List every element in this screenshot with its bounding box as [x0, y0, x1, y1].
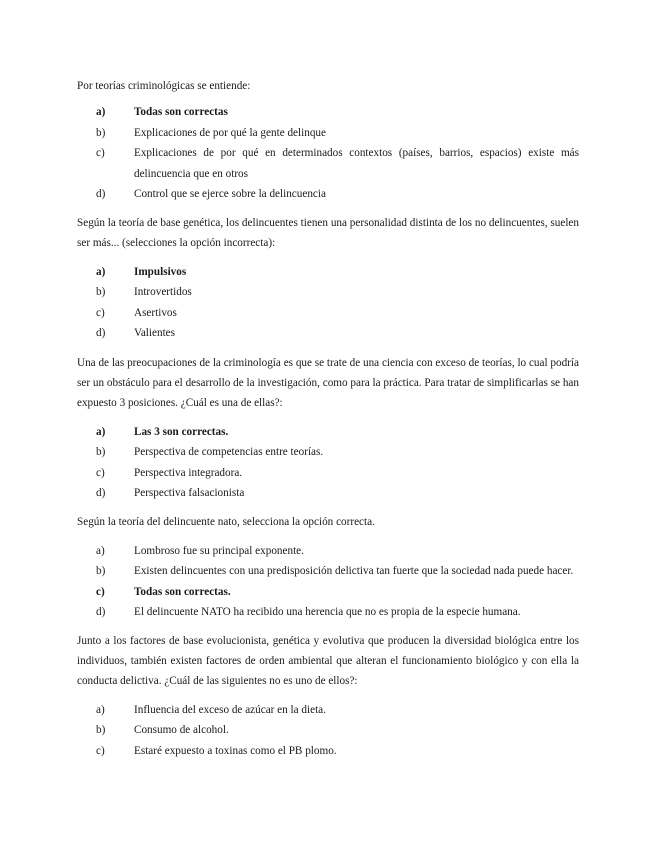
option-3a: a) Las 3 son correctas.: [96, 425, 229, 438]
option-5c: c) Estaré expuesto a toxinas como el PB plomo.: [96, 744, 337, 757]
option-4a: a) Lombroso fue su principal exponente.: [96, 544, 304, 557]
question-1: Por teorías criminológicas se entiende:: [77, 80, 251, 92]
option-1d: d) Control que se ejerce sobre la delincuencia: [96, 188, 326, 200]
question-5: Junto a los factores de base evolucionista, genética y evolutiva que producen la diversidad biológica entre los individuos, también existen factores de orden ambiental que alteran el funcionamiento biológico y con ella la conducta delictiva. ¿Cuál de las siguientes no es uno de ellos?:: [77, 634, 579, 687]
option-4c: c) Todas son correctas.: [96, 585, 231, 598]
question-3: Una de las preocupaciones de la criminología es que se trate de una ciencia con exceso de teorías, lo cual podría ser un obstáculo para el desarrollo de la investigación, como para la práctica. Para tratar de simplificarlas se han expuesto 3 posiciones. ¿Cuál es una de ellas?:: [77, 356, 579, 409]
option-3b: b) Perspectiva de competencias entre teorías.: [96, 446, 324, 458]
option-2a: a) Impulsivos: [96, 265, 187, 278]
option-2b: b) Introvertidos: [96, 286, 192, 298]
option-5b: b) Consumo de alcohol.: [96, 724, 229, 736]
options-list-1: [77, 102, 579, 205]
option-1a: a) Todas son correctas: [96, 106, 228, 118]
option-5a: a) Influencia del exceso de azúcar en la dieta.: [96, 703, 326, 716]
option-3d: d) Perspectiva falsacionista: [96, 487, 245, 499]
options-list-4: [77, 541, 579, 623]
option-2c: c) Asertivos: [96, 306, 177, 319]
option-1c: c) Explicaciones de por qué en determinados contextos (países, barrios, espacios) existe más delincuencia que en otros: [96, 147, 579, 180]
options-list-3: [77, 422, 579, 504]
option-3c: c) Perspectiva integradora.: [96, 466, 243, 479]
option-1b: b) Explicaciones de por qué la gente delinque: [96, 126, 326, 139]
options-list-5: [77, 700, 579, 762]
question-2: Según la teoría de base genética, los delincuentes tienen una personalidad distinta de los no delincuentes, suelen ser más... (selecciones la opción incorrecta):: [77, 216, 579, 249]
option-4b: b) Existen delincuentes con una predisposición delictiva tan fuerte que la sociedad nada puede hacer.: [96, 565, 574, 577]
option-2d: d) Valientes: [96, 327, 176, 339]
document-page: [77, 76, 579, 761]
options-list-2: [77, 262, 579, 344]
option-4d: d) El delincuente NATO ha recibido una herencia que no es propia de la especie humana.: [96, 606, 521, 618]
question-4: Según la teoría del delincuente nato, selecciona la opción correcta.: [77, 515, 375, 528]
